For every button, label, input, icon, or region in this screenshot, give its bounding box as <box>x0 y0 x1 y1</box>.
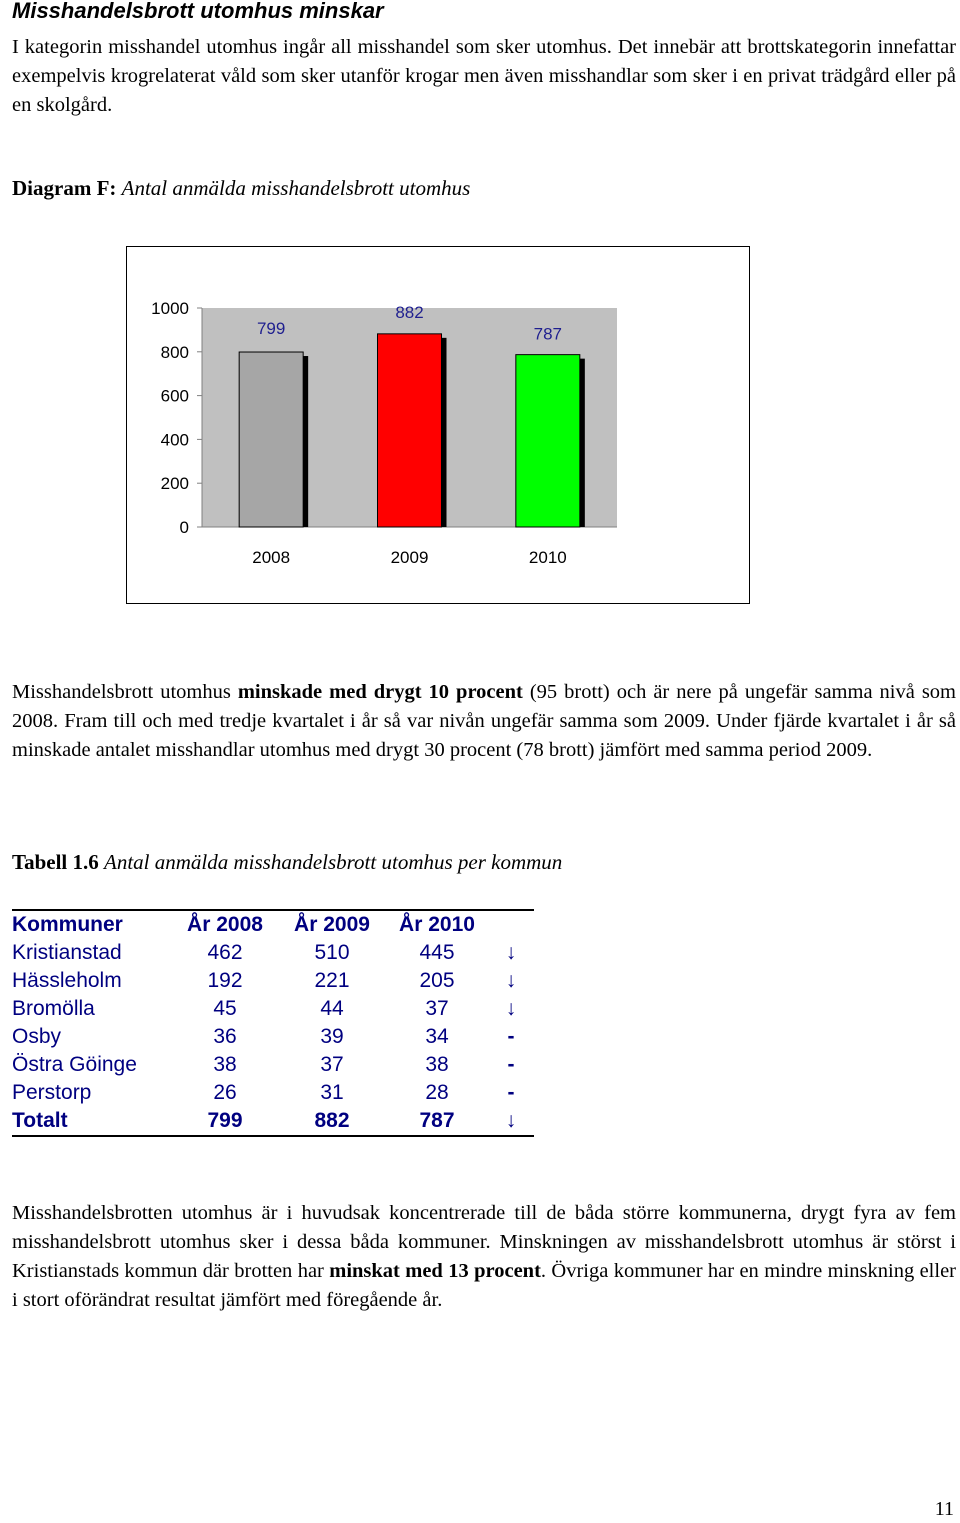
x-tick-label: 2009 <box>390 548 429 567</box>
table-cell-v2009: 44 <box>320 997 344 1020</box>
section-heading: Misshandelsbrott utomhus minskar <box>12 0 384 23</box>
trend-down-arrow-icon: ↓ <box>505 997 517 1020</box>
header-kommuner: Kommuner <box>12 913 123 936</box>
table-cell-v2009: 510 <box>314 941 350 964</box>
table-cell-v2008: 192 <box>207 969 243 992</box>
municipality-table <box>12 909 534 1137</box>
conclusion-paragraph <box>12 1199 956 1315</box>
y-tick-label: 0 <box>179 518 189 537</box>
table-cell-v2010: 445 <box>419 941 455 964</box>
table-total-row <box>12 1107 534 1135</box>
table-cell-name: Östra Göinge <box>12 1053 137 1076</box>
table-row <box>12 1079 534 1107</box>
analysis-paragraph <box>12 678 956 765</box>
trend-unchanged-icon: - <box>507 1025 515 1048</box>
table-cell-v2008: 45 <box>213 997 237 1020</box>
table-cell-v2009: 221 <box>314 969 350 992</box>
trend-unchanged-icon: - <box>507 1081 515 1104</box>
table-header-row <box>12 911 534 939</box>
data-label: 882 <box>395 302 424 322</box>
conclusion-text-2: . Övriga kommuner har en mindre minskning eller i stort oförändrat resultat jämfört med föregående år. <box>12 1260 956 1311</box>
page-number: 11 <box>934 1498 954 1520</box>
total-label: Totalt <box>12 1109 68 1132</box>
data-label: 787 <box>533 324 563 344</box>
conclusion-text-1: Misshandelsbrotten utomhus är i huvudsak koncentrerade till de båda större kommunerna, drygt fyra av fem misshandelsbrott utomhus sker i dessa båda kommuner. Minskningen av misshandelsbrott utomhus är störst i Kristianstads kommun där brotten har <box>12 1202 956 1282</box>
table-row <box>12 1023 534 1051</box>
total-trend-down-arrow-icon: ↓ <box>505 1109 517 1132</box>
y-tick-label: 600 <box>160 386 189 406</box>
table-cell-v2008: 36 <box>213 1025 237 1048</box>
analysis-text-1: Misshandelsbrott utomhus <box>12 681 238 703</box>
table-title <box>12 850 562 875</box>
header-2009: År 2009 <box>294 913 370 936</box>
table-cell-v2008: 38 <box>213 1053 237 1076</box>
table-cell-v2010: 34 <box>425 1025 449 1048</box>
trend-down-arrow-icon: ↓ <box>505 969 517 992</box>
table-cell-name: Kristianstad <box>12 941 122 964</box>
bar-2010 <box>516 355 580 527</box>
analysis-text-2: (95 brott) och är nere på ungefär samma nivå som 2008. Fram till och med tredje kvartalet i år så var nivån ungefär samma som 2009. Under fjärde kvartalet i år så minskade antalet misshandlar utomhus med drygt 30 procent (78 brott) jämfört med samma period 2009. <box>12 681 957 761</box>
table-cell-name: Osby <box>12 1025 62 1048</box>
table-body <box>12 939 534 1107</box>
table-cell-v2010: 38 <box>425 1053 449 1076</box>
y-tick-label: 400 <box>160 430 189 450</box>
table-cell-name: Hässleholm <box>12 969 122 992</box>
diagram-title-text: Antal anmälda misshandelsbrott utomhus <box>121 176 471 200</box>
table-row <box>12 967 534 995</box>
table-cell-v2010: 28 <box>425 1081 449 1104</box>
y-tick-label: 1000 <box>151 299 189 318</box>
bar-chart <box>126 246 750 604</box>
table-cell-v2010: 37 <box>425 997 449 1020</box>
header-2010: År 2010 <box>399 913 475 936</box>
table-cell-v2009: 31 <box>320 1081 344 1104</box>
x-tick-label: 2008 <box>252 548 291 567</box>
table-cell-v2008: 26 <box>213 1081 237 1104</box>
header-2008: År 2008 <box>187 913 263 936</box>
table-row <box>12 995 534 1023</box>
table-cell-v2010: 205 <box>419 969 455 992</box>
trend-unchanged-icon: - <box>507 1053 515 1076</box>
total-2008: 799 <box>207 1109 243 1132</box>
table-title-lead: Tabell 1.6 <box>12 850 99 874</box>
bar-2008 <box>239 352 303 527</box>
diagram-title <box>12 176 470 201</box>
data-label: 799 <box>256 319 286 339</box>
table-row <box>12 939 534 967</box>
table-cell-v2008: 462 <box>207 941 243 964</box>
table-cell-name: Perstorp <box>12 1081 92 1104</box>
intro-paragraph: I kategorin misshandel utomhus ingår all misshandel som sker utomhus. Det innebär att brottskategorin innefattar exempelvis krogrelaterat våld som sker utanför krogar men även misshandlar som sker i en privat trädgård eller på en skolgård. <box>12 36 956 116</box>
total-2010: 787 <box>419 1109 455 1132</box>
y-tick-label: 800 <box>160 342 189 362</box>
table-cell-name: Bromölla <box>12 997 95 1020</box>
table-cell-v2009: 39 <box>320 1025 344 1048</box>
x-tick-label: 2010 <box>528 548 567 567</box>
bar-2009 <box>378 334 442 527</box>
table-title-text: Antal anmälda misshandelsbrott utomhus per kommun <box>104 850 563 874</box>
total-2009: 882 <box>314 1109 350 1132</box>
table-cell-v2009: 37 <box>320 1053 344 1076</box>
analysis-highlight: minskade med drygt 10 procent <box>237 681 523 703</box>
diagram-title-lead: Diagram F: <box>12 176 117 200</box>
table-row <box>12 1051 534 1079</box>
y-tick-label: 200 <box>160 474 189 494</box>
trend-down-arrow-icon: ↓ <box>505 941 517 964</box>
conclusion-highlight: minskat med 13 procent <box>329 1260 541 1282</box>
